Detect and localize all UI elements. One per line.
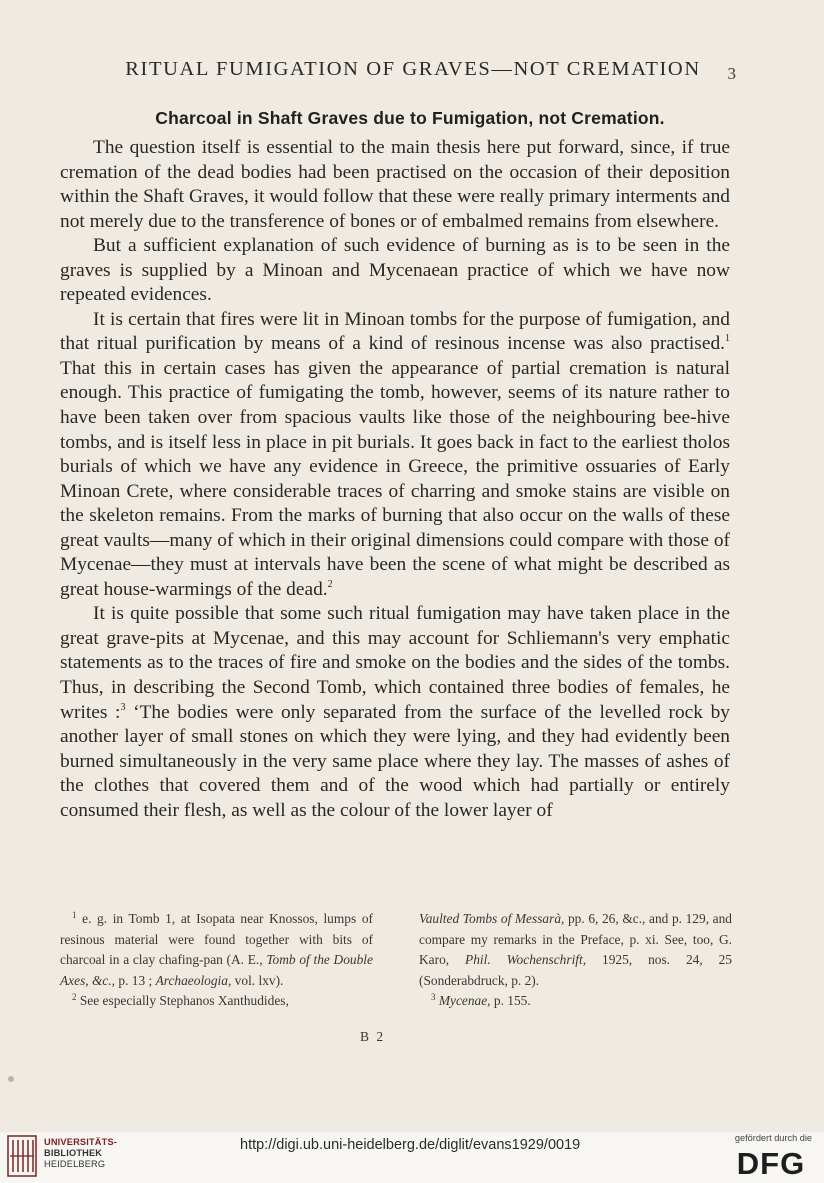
footnote-text: p. 155. <box>490 993 531 1009</box>
footnote-number: 2 <box>72 992 77 1003</box>
paragraph <box>60 308 730 603</box>
footnote-title: Phil. Wochenschrift, <box>465 952 587 968</box>
footnote-column-right <box>419 909 732 1012</box>
footnote-number: 3 <box>431 992 436 1003</box>
footnote-text: e. g. in Tomb 1, at Isopata near Knossos, lumps of resinous material were found together with bits of charcoal in a clay chafing-pan (A. E., <box>60 911 373 968</box>
dfg-logo-icon <box>730 1147 812 1177</box>
page-number: 3 <box>727 64 736 83</box>
paper-speck <box>8 1076 14 1082</box>
signature-mark: B 2 <box>360 1029 386 1044</box>
footnote <box>60 909 373 991</box>
footnote-ref: 3 <box>120 701 126 713</box>
paragraph <box>60 602 730 823</box>
footnote-title: Mycenae, <box>438 993 491 1009</box>
library-name-line: UNIVERSITÄTS- <box>44 1137 118 1147</box>
library-name-line: BIBLIOTHEK <box>44 1148 103 1158</box>
source-url-link[interactable]: http://digi.ub.uni-heidelberg.de/diglit/evans1929/0019 <box>240 1137 581 1153</box>
running-title: RITUAL FUMIGATION OF GRAVES—NOT CREMATION <box>125 58 701 80</box>
footnote <box>419 909 732 991</box>
section-heading: Charcoal in Shaft Graves due to Fumigation, not Cremation. <box>155 108 665 128</box>
footnote-text: 1925, nos. 24, 25 (Sonderabdruck, p. 2). <box>419 952 732 988</box>
footnote-text: See especially Stephanos Xanthudides, <box>79 993 289 1009</box>
paragraph-text: It is certain that fires were lit in Minoan tombs for the purpose of fumigation, and that ritual purification by means of a kind of resinous incense was also practised. <box>60 308 730 355</box>
paragraph: The question itself is essential to the main thesis here put forward, since, if true cremation of the dead bodies had been practised on the occasion of their deposition within the Shaft Graves, it would follow that these were really primary interments and not merely due to the transference of bones or of embalmed remains from elsewhere. <box>60 137 730 232</box>
footnote-column-left <box>60 909 373 1012</box>
footnote-ref: 1 <box>725 333 730 345</box>
footnotes <box>60 909 732 1012</box>
footnote-number: 1 <box>72 910 77 920</box>
paragraph: But a sufficient explanation of such evidence of burning as is to be seen in the graves is supplied by a Minoan and Mycenaean practice of which we have now repeated evidences. <box>60 235 730 306</box>
footnote-title: Archaeologia, <box>155 972 232 988</box>
footnote <box>60 991 373 1012</box>
footnote-title: Tomb of the Double Axes, &c., <box>60 952 373 988</box>
body-text <box>60 136 730 823</box>
dfg-logo-text: DFG <box>736 1147 806 1177</box>
university-library-logo-icon <box>6 1134 38 1178</box>
footnote-title: Vaulted Tombs of Messarà, <box>419 911 565 926</box>
footnote-ref: 2 <box>327 578 333 590</box>
footnote <box>419 991 732 1012</box>
paragraph-text: It is quite possible that some such ritual fumigation may have taken place in the great grave-pits at Mycenae, and this may account for Schliemann's very emphatic statements as to the traces of fire and smoke on the bodies and the sides of the tombs. Thus, in describing the Second Tomb, which contained three bodies of females, he writes : <box>60 603 730 723</box>
footnote-text: vol. lxv). <box>231 972 284 988</box>
paragraph-text: That this in certain cases has given the appearance of partial cremation is natural enough. This practice of fumigating the tomb, however, seems of its nature rather to have been taken over from spacious vaults like those of the neighbouring bee-hive tombs, and is itself less in place in pit burials. It goes back in fact to the earliest tholos burials of which we have any evidence in Greece, the primitive ossuaries of Early Minoan Crete, where considerable traces of charring and smoke stains are visible on the skeleton remains. From the marks of burning that also occur on the walls of these great vaults—many of which in their original dimensions could compare with those of Mycenae—they must at intervals have been the scene of what might be described as great house-warmings of the dead. <box>60 357 730 600</box>
funded-by-label: gefördert durch die <box>734 1133 812 1143</box>
paragraph-text: ‘The bodies were only separated from the surface of the levelled rock by another layer of small stones on which they were lying, and they had evidently been burned simultaneously in the very same place where they lay. The masses of ashes of the clothes that covered them and of the wood which had partially or entirely consumed their flesh, as well as the colour of the lower layer of <box>60 701 730 821</box>
footnote-text: pp. 6, 26, &c., and p. 129, and compare my remarks in the Preface, p. xi. See, too, G. Karo, <box>419 911 732 968</box>
library-name <box>44 1137 117 1170</box>
library-name-line: HEIDELBERG <box>44 1159 106 1169</box>
footnote-text: p. 13 ; <box>115 972 156 988</box>
